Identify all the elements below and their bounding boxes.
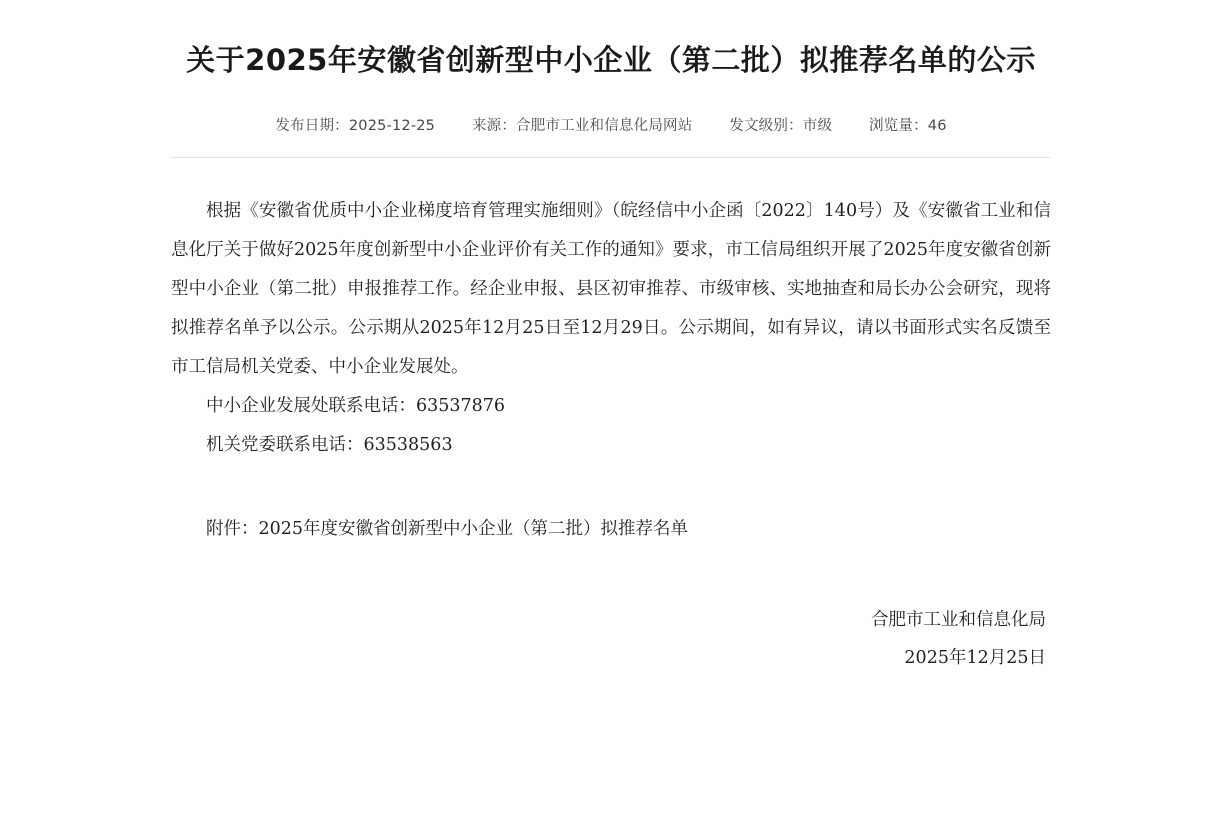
meta-publish-date xyxy=(275,114,435,135)
meta-level-label: 发文级别： xyxy=(729,118,803,134)
meta-views-value: 46 xyxy=(927,118,947,134)
meta-level xyxy=(729,114,832,135)
signature-date: 2025年12月25日 xyxy=(904,648,1046,668)
article-body xyxy=(171,192,1051,549)
meta-level-value: 市级 xyxy=(802,118,833,134)
meta-divider xyxy=(171,157,1051,158)
body-paragraph-main: 根据《安徽省优质中小企业梯度培育管理实施细则》（皖经信中小企函〔2022〕140号）及《安徽省工业和信息化厅关于做好2025年度创新型中小企业评价有关工作的通知》要求，市工信局组织开展了2025年度安徽省创新型中小企业（第二批）申报推荐工作。经企业申报、县区初审推荐、市级审核、实地抽查和局长办公会研究，现将拟推荐名单予以公示。公示期从2025年12月25日至12月29日。公示期间，如有异议，请以书面形式实名反馈至市工信局机关党委、中小企业发展处。 xyxy=(171,201,1051,377)
body-paragraph-party-phone: 机关党委联系电话：63538563 xyxy=(206,435,453,455)
meta-publish-date-value: 2025-12-25 xyxy=(348,118,436,134)
meta-source-label: 来源： xyxy=(471,118,517,134)
meta-publish-date-label: 发布日期： xyxy=(275,118,349,134)
article-meta xyxy=(171,114,1051,135)
meta-views-label: 浏览量： xyxy=(868,118,928,134)
meta-source-value: 合肥市工业和信息化局网站 xyxy=(516,118,693,134)
article-container xyxy=(171,0,1051,677)
attachment-line: 附件：2025年度安徽省创新型中小企业（第二批）拟推荐名单 xyxy=(206,519,689,539)
meta-views xyxy=(869,114,947,135)
page-title: 关于2025年安徽省创新型中小企业（第二批）拟推荐名单的公示 xyxy=(186,43,1036,77)
signature-organization: 合肥市工业和信息化局 xyxy=(871,610,1046,630)
meta-source xyxy=(472,114,693,135)
body-paragraph-sme-phone: 中小企业发展处联系电话：63537876 xyxy=(206,396,506,416)
signature-block xyxy=(171,601,1051,677)
